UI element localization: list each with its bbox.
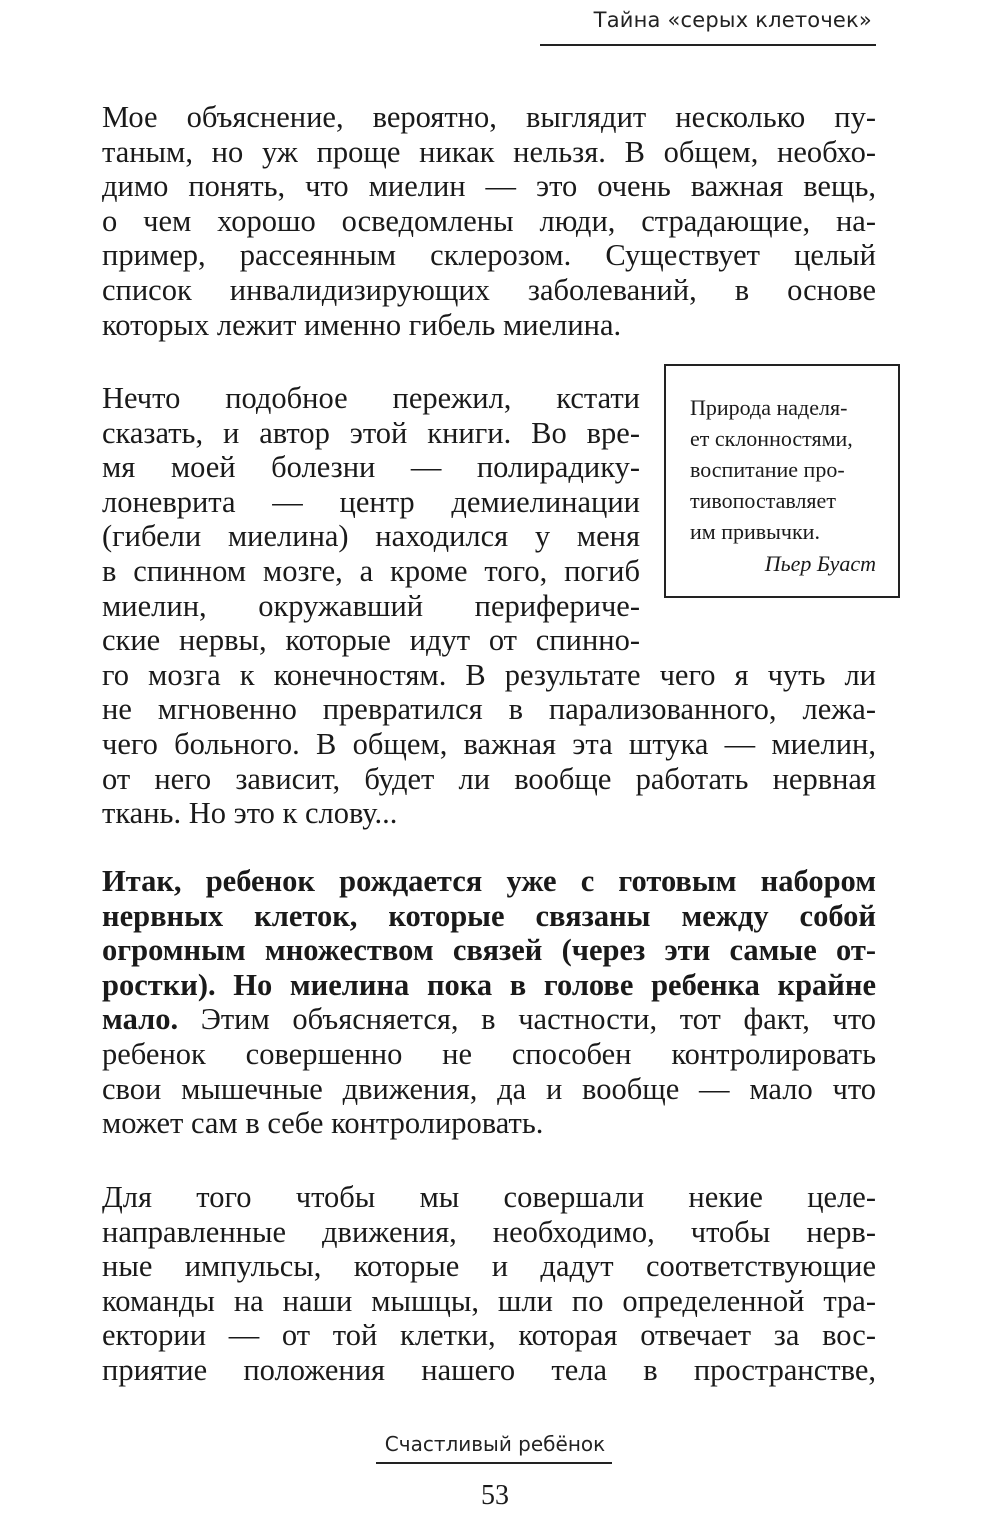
text-line: список инвалидизирующих заболеваний, в основе [102,272,876,307]
text-line: ребенок совершенно не способен контролировать [102,1036,876,1071]
header-rule [540,44,876,46]
paragraph-1 [102,100,876,342]
quote-line: ет склонностями, [690,426,853,451]
text-line: Для того чтобы мы совершали некие целе- [102,1180,876,1214]
paragraph-3 [102,864,876,1141]
text-line: которых лежит именно гибель миелина. [102,307,622,342]
text-line: ектории — от той клетки, которая отвечает за вос- [102,1318,876,1353]
text-line: команды на наши мышцы, шли по определенной тра- [102,1283,876,1318]
text-line: миелин, окружавший перифериче- [102,588,640,623]
bold-text-line: ростки). Но миелина пока в голове ребенка крайне [102,967,876,1002]
quote-line: Природа наделя- [690,395,848,420]
mixed-text-line [102,1002,876,1037]
quote-line: воспитание про- [690,457,845,482]
text-line: (гибели миелина) находился у меня [102,519,640,554]
text-line: свои мышечные движения, да и вообще — мало что [102,1071,876,1106]
page-number: 53 [481,1480,509,1511]
text-line: го мозга к конечностям. В результате чего я чуть ли [102,657,876,692]
footer-rule [376,1462,612,1464]
footer-book-title: Счастливый ребёнок [384,1432,606,1456]
text-line: ские нервы, которые идут от спинно- [102,623,640,658]
epigraph-quote-box [664,364,900,598]
text-line: от него зависит, будет ли вообще работать нервная [102,761,876,796]
bold-text-line: нервных клеток, которые связаны между собой [102,898,876,933]
text-line: Нечто подобное пережил, кстати [102,381,640,415]
quote-text [690,392,880,547]
text-line: о чем хорошо осведомлены люди, страдающие, на- [102,203,876,238]
bold-fragment: мало. [102,1002,179,1037]
text-line: Мое объяснение, вероятно, выглядит несколько пу- [102,100,876,134]
text-line: направленные движения, необходимо, чтобы нерв- [102,1214,876,1249]
text-line: может сам в себе контролировать. [102,1106,544,1141]
text-line: не мгновенно превратился в парализованного, лежа- [102,692,876,727]
paragraph-4 [102,1180,876,1388]
text-line: чего больного. В общем, важная эта штука — миелин, [102,726,876,761]
text-line: сказать, и автор этой книги. Во вре- [102,415,640,450]
running-head-title: Тайна «серых клеточек» [593,8,872,32]
text-line: ные импульсы, которые и дадут соответствующие [102,1249,876,1284]
quote-author: Пьер Буаст [764,551,876,576]
text-fragment: Этим объясняется, в частности, тот факт, что [178,1002,876,1037]
text-line: димо понять, что миелин — это очень важная вещь, [102,169,876,204]
text-line: мя моей болезни — полирадику- [102,450,640,485]
text-line: приятие положения нашего тела в пространстве, [102,1352,876,1387]
quote-line: тивопоставляет [690,488,836,513]
text-line: таным, но уж проще никак нельзя. В общем, необхо- [102,134,876,169]
bold-text-line: Итак, ребенок рождается уже с готовым набором [102,864,876,898]
text-line: ткань. Но это к слову... [102,796,398,831]
bold-text-line: огромным множеством связей (через эти самые от- [102,933,876,968]
text-line: лоневрита — центр демиелинации [102,484,640,519]
quote-line: им привычки. [690,519,820,544]
text-line: в спинном мозге, а кроме того, погиб [102,553,640,588]
text-line: пример, рассеянным склерозом. Существует целый [102,238,876,273]
